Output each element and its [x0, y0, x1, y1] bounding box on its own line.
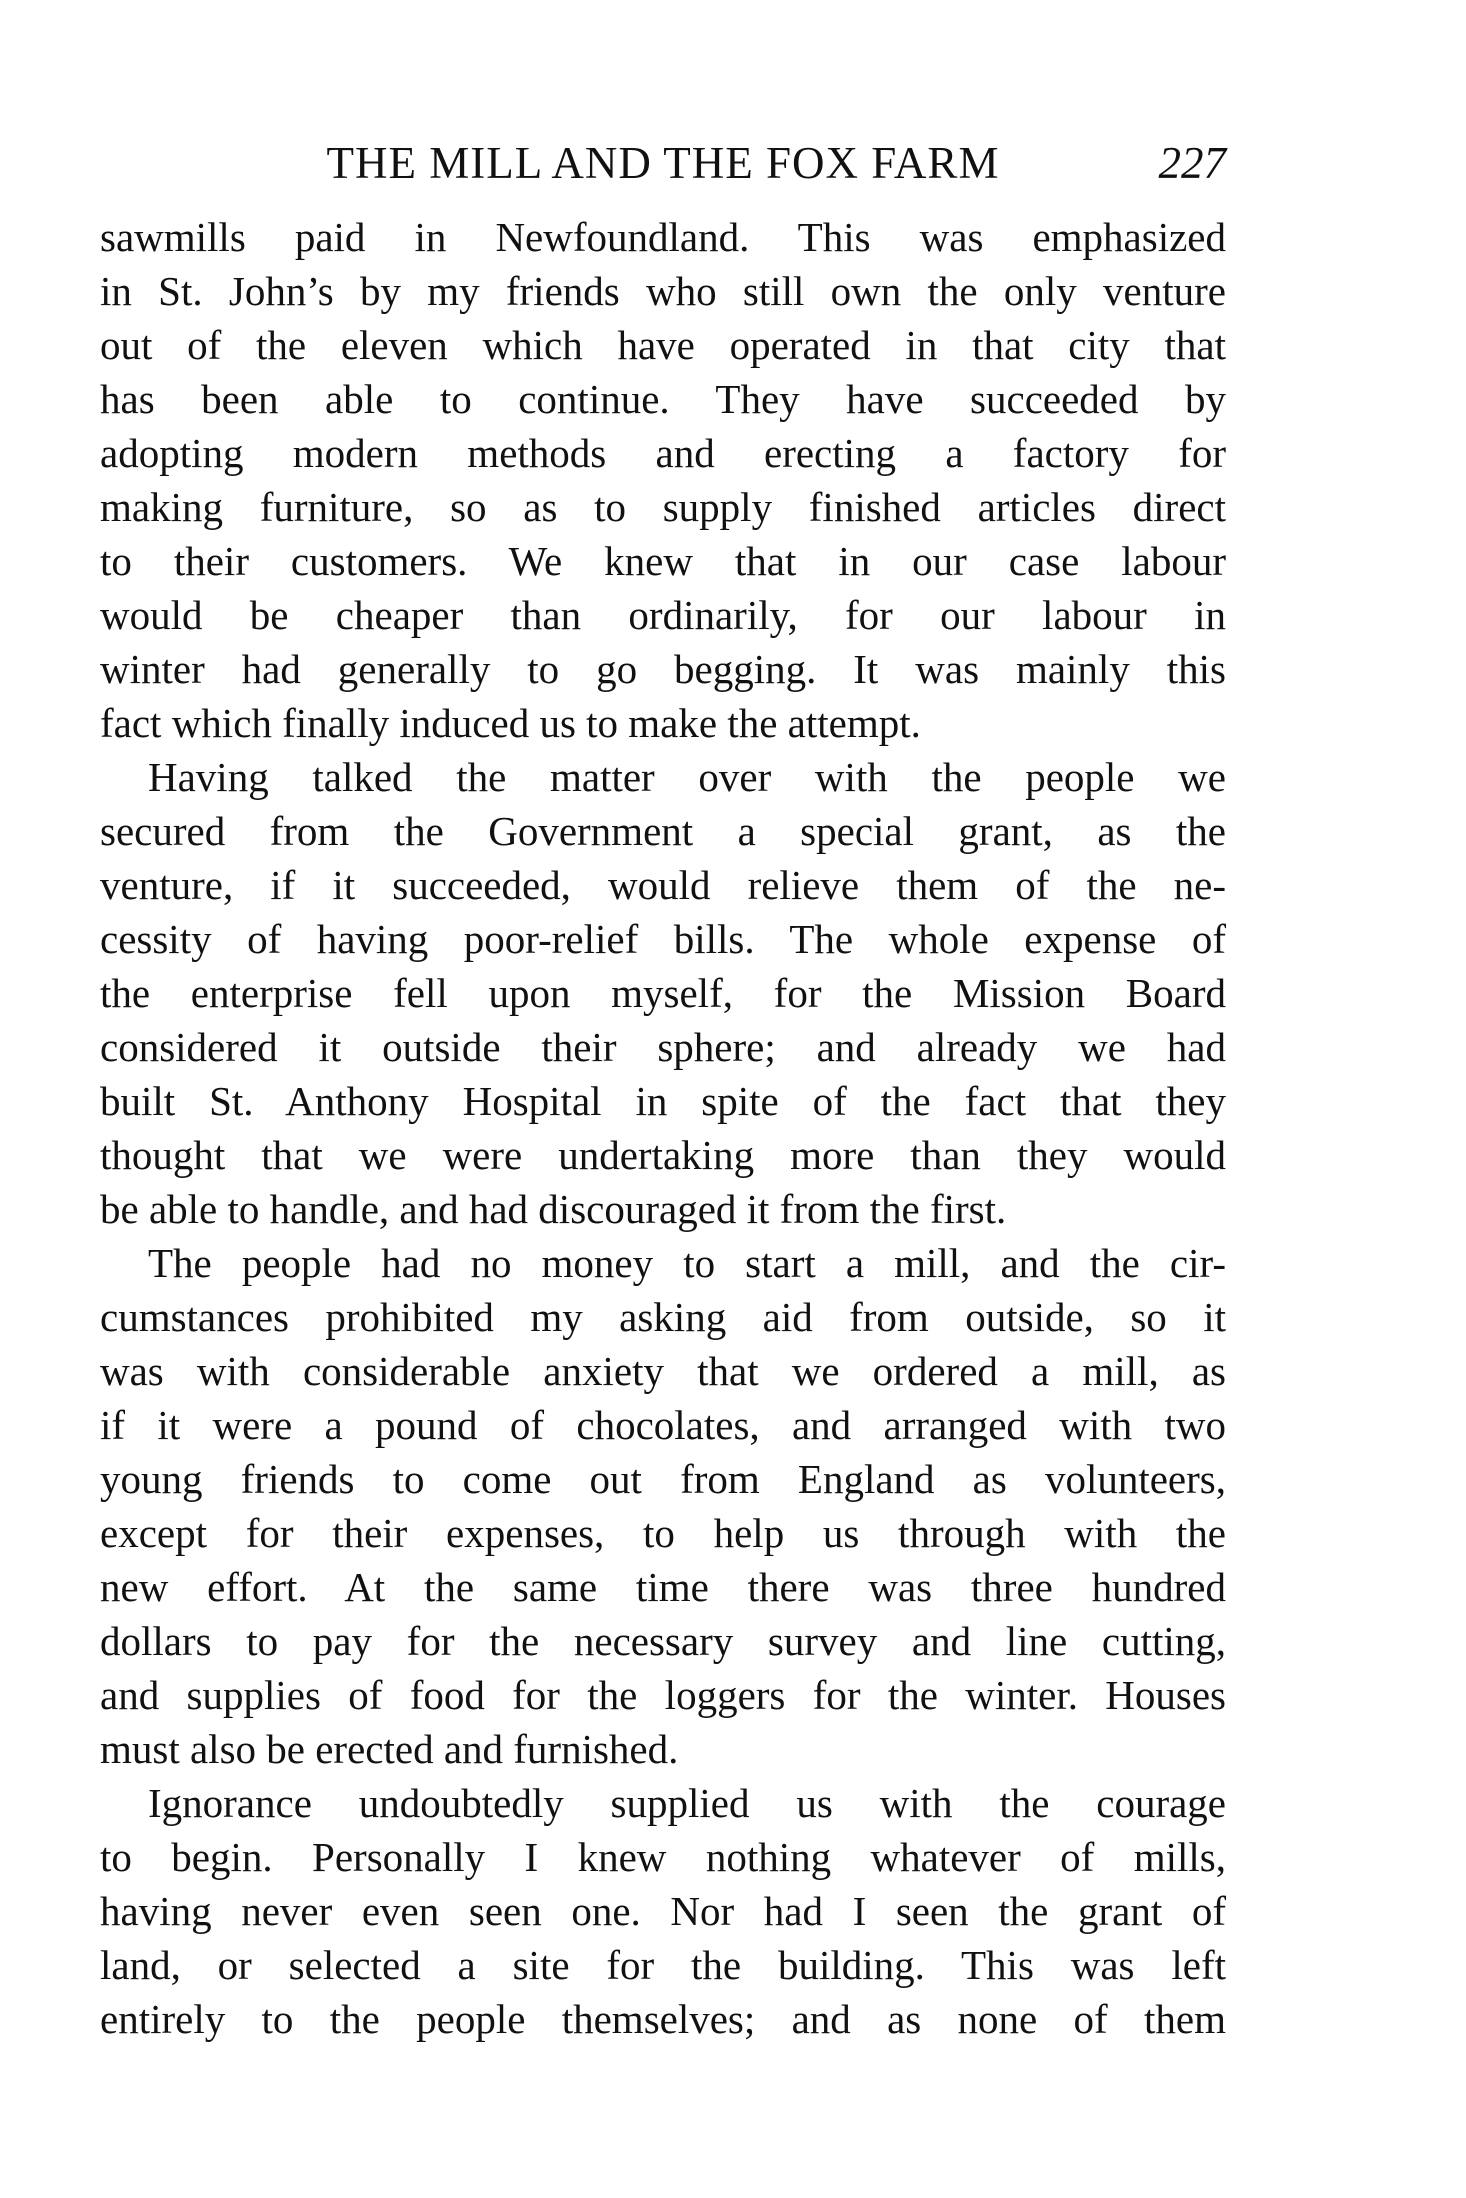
text-line: Ignorance undoubtedly supplied us with the courage [148, 1780, 1226, 1826]
text-line: built St. Anthony Hospital in spite of the fact that they [100, 1078, 1226, 1124]
text-line: The people had no money to start a mill, and the cir- [148, 1240, 1226, 1286]
text-line: cessity of having poor-relief bills. The whole expense of [100, 916, 1226, 962]
text-line: thought that we were undertaking more than they would [100, 1132, 1226, 1178]
text-line: to begin. Personally I knew nothing whatever of mills, [100, 1834, 1226, 1880]
text-line: secured from the Government a special grant, as the [100, 808, 1226, 854]
text-line: be able to handle, and had discouraged it from the first. [100, 1186, 1007, 1232]
text-line: winter had generally to go begging. It was mainly this [100, 646, 1226, 692]
text-line: was with considerable anxiety that we ordered a mill, as [100, 1348, 1226, 1394]
running-title: THE MILL AND THE FOX FARM [326, 138, 1000, 188]
paragraph [100, 210, 1226, 750]
text-line: and supplies of food for the loggers for the winter. Houses [100, 1672, 1226, 1718]
text-line: would be cheaper than ordinarily, for our labour in [100, 592, 1226, 638]
page-number: 227 [1158, 138, 1226, 188]
paragraph [100, 1236, 1226, 1776]
text-line: adopting modern methods and erecting a factory for [100, 430, 1226, 476]
text-line: cumstances prohibited my asking aid from outside, so it [100, 1294, 1226, 1340]
text-line: considered it outside their sphere; and already we had [100, 1024, 1226, 1070]
text-line: dollars to pay for the necessary survey and line cutting, [100, 1618, 1226, 1664]
text-line: the enterprise fell upon myself, for the Mission Board [100, 970, 1226, 1016]
running-head [100, 128, 1226, 198]
text-line: new effort. At the same time there was three hundred [100, 1564, 1226, 1610]
text-line: young friends to come out from England as volunteers, [100, 1456, 1226, 1502]
paragraph [100, 750, 1226, 1236]
text-line: has been able to continue. They have succeeded by [100, 376, 1226, 422]
paragraph [100, 1776, 1226, 2046]
text-line: except for their expenses, to help us through with the [100, 1510, 1226, 1556]
text-line: making furniture, so as to supply finished articles direct [100, 484, 1226, 530]
text-line: Having talked the matter over with the people we [148, 754, 1226, 800]
text-line: must also be erected and furnished. [100, 1726, 679, 1772]
text-line: entirely to the people themselves; and as none of them [100, 1996, 1226, 2042]
text-line: land, or selected a site for the building. This was left [100, 1942, 1226, 1988]
body-text [100, 210, 1226, 2046]
text-line: venture, if it succeeded, would relieve them of the ne- [100, 862, 1226, 908]
text-line: sawmills paid in Newfoundland. This was emphasized [100, 214, 1226, 260]
text-line: if it were a pound of chocolates, and arranged with two [100, 1402, 1226, 1448]
text-line: to their customers. We knew that in our case labour [100, 538, 1226, 584]
text-line: fact which finally induced us to make the attempt. [100, 700, 921, 746]
text-line: having never even seen one. Nor had I seen the grant of [100, 1888, 1226, 1934]
text-line: in St. John’s by my friends who still own the only venture [100, 268, 1226, 314]
text-line: out of the eleven which have operated in that city that [100, 322, 1226, 368]
